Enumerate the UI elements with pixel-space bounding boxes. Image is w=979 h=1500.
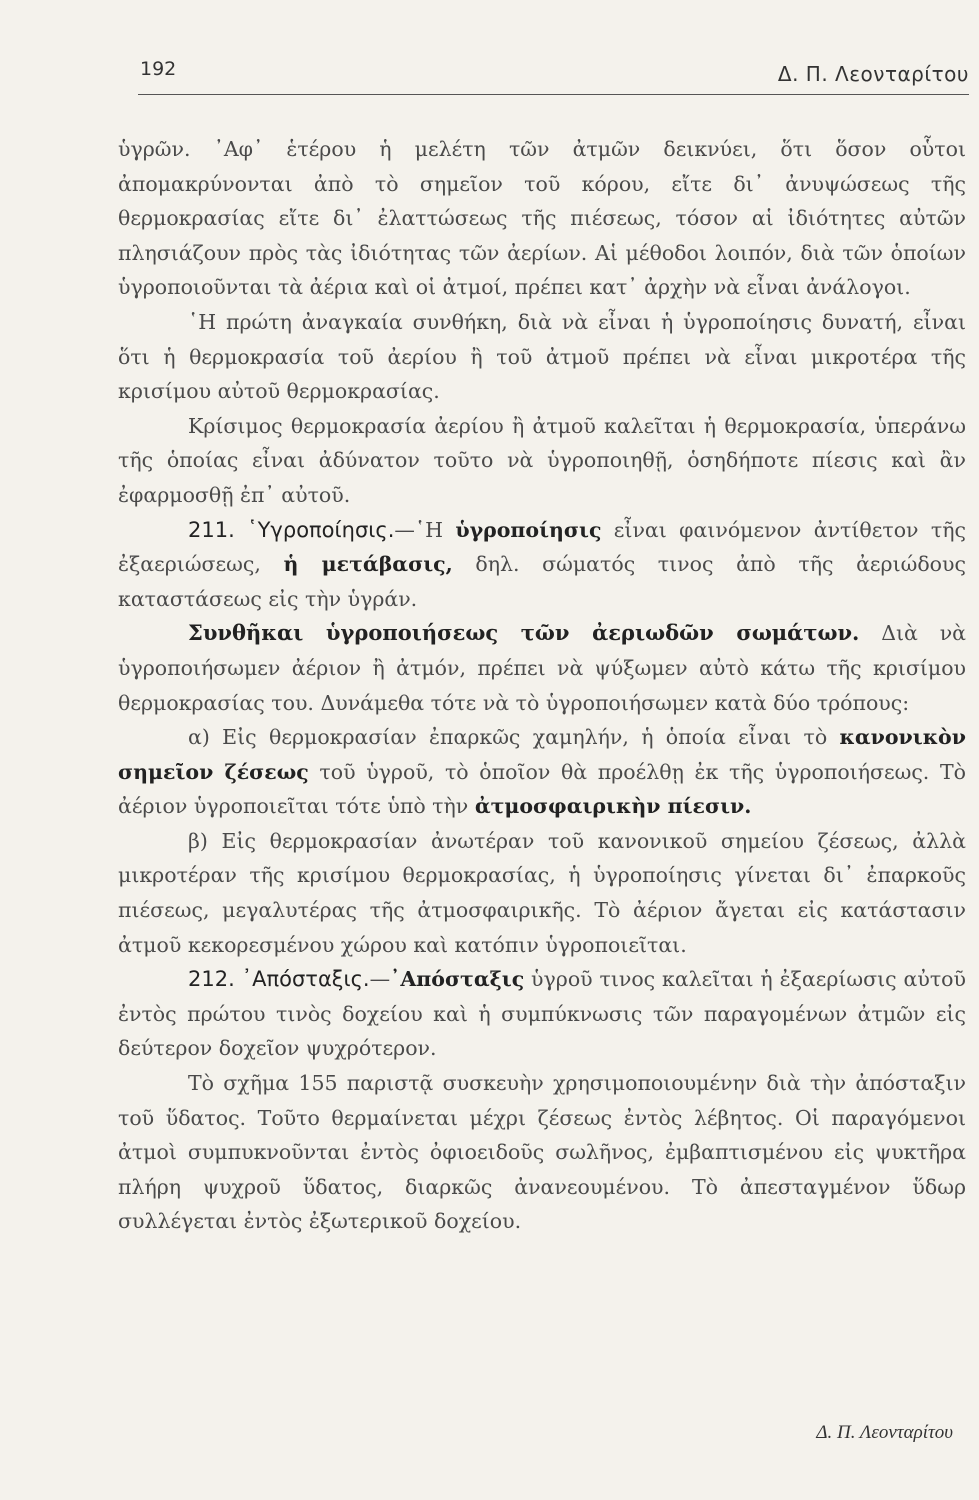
paragraph-intro: ὑγρῶν. ᾿Αφ᾿ ἑτέρου ἡ μελέτη τῶν ἀτμῶν δεικνύει, ὅτι ὅσον οὗτοι ἀπομακρύνονται ἀπὸ τὸ σημεῖον τοῦ κόρου, εἴτε δι᾿ ἀνυψώσεως τῆς θερμοκρασίας εἴτε δι᾿ ἐλαττώσεως τῆς πιέσεως, τόσον αἱ ἰδιότητες αὐτῶν πλησιάζουν πρὸς τὰς ἰδιότητας τῶν ἀερίων. Αἱ μέθοδοι λοιπόν, διὰ τῶν ὁποίων ὑγροποιοῦνται τὰ ἀέρια καὶ οἱ ἀτμοί, πρέπει κατ᾿ ἀρχὴν νὰ εἶναι ἀνάλογοι.: [118, 137, 966, 300]
page-header: [138, 58, 969, 95]
section-211-lead: ῾Η: [414, 517, 444, 542]
section-212-text: ὑγροῦ τινος καλεῖται ἡ ἐξαερίωσις αὐτοῦ ἐντὸς πρώτου τινὸς δοχείου καὶ ἡ συμπύκνωσις τῶν παραγομένων ἀτμῶν εἰς δεύτερον δοχεῖον ψυχρότερον.: [118, 967, 966, 1061]
case-a-label: α): [188, 725, 210, 750]
case-b-text: Εἰς θερμοκρασίαν ἀνωτέραν τοῦ κανονικοῦ σημείου ζέσεως, ἀλλὰ μικροτέραν τῆς κρισίμου θερμοκρασίας, ἡ ὑγροποίησις γίνεται δι᾿ ἐπαρκοῦς πιέσεως, μεγαλυτέρας τῆς ἀτμοσφαιρικῆς. Τὸ ἀέριον ἄγεται εἰς κατάστασιν ἀτμοῦ κεκορεσμένου χώρου καὶ κατόπιν ὑγροποιεῖται.: [118, 828, 966, 957]
case-b-paragraph: [118, 824, 966, 962]
section-211-text-b: δηλ. σώματός τινος ἀπὸ τῆς ἀεριώδους καταστάσεως εἰς τὴν ὑγράν.: [118, 552, 966, 611]
case-a-bold1: κανονικὸν σημεῖον ζέσεως: [118, 725, 966, 784]
footer-signature: Δ. Π. Λεονταρίτου: [816, 1422, 953, 1443]
case-b-label: β): [188, 828, 208, 853]
section-211-term: ὑγροποίησις: [455, 517, 602, 542]
section-211-number: 211.: [188, 517, 235, 542]
section-212-title: ᾿Απόσταξις.: [241, 967, 370, 992]
section-212-number: 212.: [188, 967, 235, 992]
section-211-title: ῾Υγροποίησις.: [247, 517, 395, 542]
case-a-paragraph: [118, 720, 966, 824]
body-text: [118, 132, 966, 1239]
paragraph-critical-temperature: Κρίσιμος θερμοκρασία ἀερίου ἢ ἀτμοῦ καλεῖται ἡ θερμοκρασία, ὑπεράνω τῆς ὁποίας εἶναι ἀδύνατον τοῦτο νὰ ὑγροποιηθῇ, ὁσηδήποτε πίεσις καὶ ἂν ἐφαρμοσθῇ ἐπ᾿ αὐτοῦ.: [118, 413, 966, 507]
section-211: [118, 513, 966, 617]
paragraph-closing: Τὸ σχῆμα 155 παριστᾷ συσκευὴν χρησιμοποιουμένην διὰ τὴν ἀπόσταξιν τοῦ ὕδατος. Τοῦτο θερμαίνεται μέχρι ζέσεως ἐντὸς λέβητος. Οἱ παραγόμενοι ἀτμοὶ συμπυκνοῦνται ἐντὸς ὀφιοειδοῦς σωλῆνος, ἐμβαπτισμένου εἰς ψυκτῆρα πλήρη ψυχροῦ ὕδατος, διαρκῶς ἀνανεουμένου. Τὸ ἀπεσταγμένον ὕδωρ συλλέγεται ἐντὸς ἐξωτερικοῦ δοχείου.: [118, 1071, 966, 1234]
case-a-text2: τοῦ ὑγροῦ, τὸ ὁποῖον θὰ προέλθῃ ἐκ τῆς ὑγροποιήσεως. Τὸ ἀέριον ὑγροποιεῖται τότε ὑπὸ τὴν: [118, 759, 966, 819]
page-number: 192: [140, 58, 177, 80]
section-211-text-a: εἶναι φαινόμενον ἀντίθετον τῆς ἐξαεριώσεως,: [118, 517, 966, 577]
conditions-heading: Συνθῆκαι ὑγροποιήσεως τῶν ἀεριωδῶν σωμάτων.: [188, 620, 860, 646]
case-a-text1: Εἰς θερμοκρασίαν ἐπαρκῶς χαμηλήν, ἡ ὁποία εἶναι τὸ: [222, 725, 828, 750]
section-212-dash: —: [369, 967, 391, 992]
conditions-paragraph: [118, 616, 966, 720]
paragraph-first-condition: ῾Η πρώτη ἀναγκαία συνθήκη, διὰ νὰ εἶναι ἡ ὑγροποίησις δυνατή, εἶναι ὅτι ἡ θερμοκρασία τοῦ ἀερίου ἢ τοῦ ἀτμοῦ πρέπει νὰ εἶναι μικροτέρα τῆς κρισίμου αὐτοῦ θερμοκρασίας.: [118, 309, 966, 404]
section-211-dash: —: [394, 517, 415, 542]
conditions-text: Διὰ νὰ ὑγροποιήσωμεν ἀέριον ἢ ἀτμόν, πρέπει νὰ ψύξωμεν αὐτὸ κάτω τῆς κρισίμου θερμοκρασίας του. Δυνάμεθα τότε νὰ τὸ ὑγροποιήσωμεν κατὰ δύο τρόπους:: [118, 621, 966, 715]
section-211-term2: ἡ μετάβασις,: [283, 552, 453, 577]
section-212-term: ᾿Απόσταξις: [390, 967, 525, 992]
case-a-bold2: ἀτμοσφαιρικὴν πίεσιν.: [474, 794, 752, 819]
running-head: Δ. Π. Λεονταρίτου: [777, 62, 969, 86]
section-212: [118, 962, 966, 1066]
